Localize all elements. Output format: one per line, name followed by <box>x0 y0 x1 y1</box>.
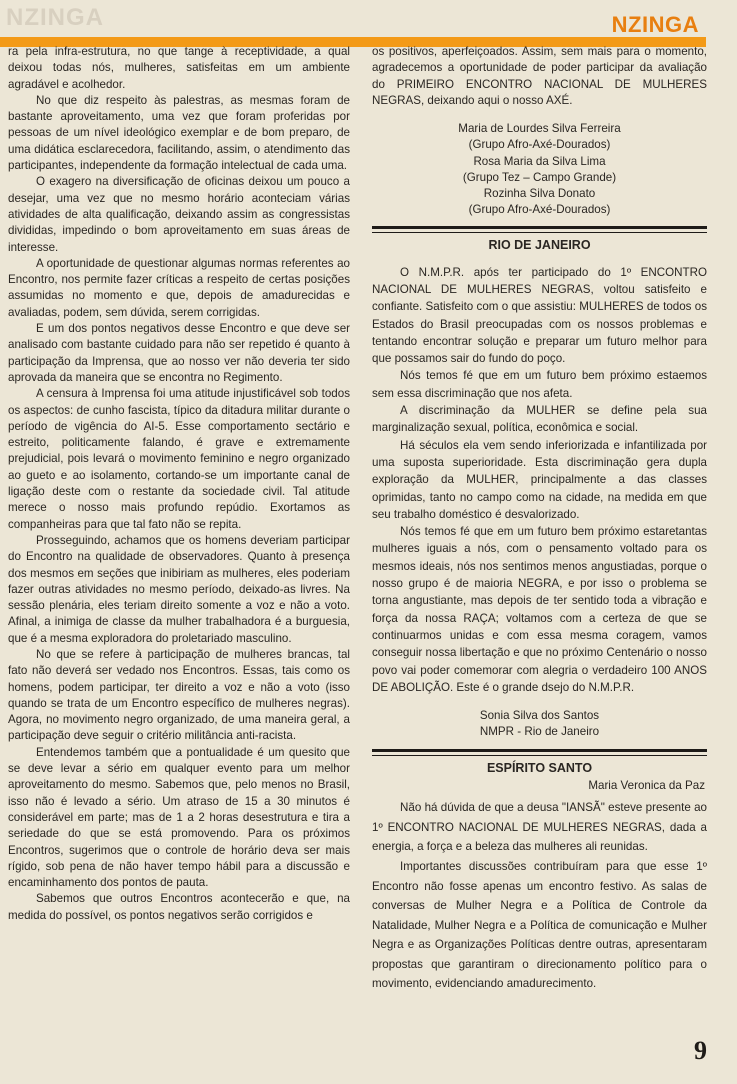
paragraph: A oportunidade de questionar algumas normas referentes ao Encontro, nos permite fazer críticas a respeito de certas posições assumidas no momento e que, depois de amadurecidas e avaliadas, podem, sem dúvida, serem corrigidas. <box>8 256 350 319</box>
paragraph: O exagero na diversificação de oficinas deixou um pouco a desejar, uma vez que no mesmo horário aconteciam várias atividades de alta qualificação, deixando assim as congressistas divididas, impedindo o bom aproveitamento em suas áreas de interesse. <box>8 175 350 254</box>
paragraph: A censura à Imprensa foi uma atitude injustificável sob todos os aspectos: de cunho fascista, típico da ditadura militar durante o período de vigência do AI-5. Esse comportamento sectário e estreito, politicamente falando, é grave e extremamente prejudicial, pois levará o movimento feminino e negro organizado ao gueto e ao isolamento, cortando-se um importante canal de ligação deste com o restante da sociedade civil. Tal atitude merece o nosso mais profundo repúdio. Exortamos as companheiras para que tal fato não se repita. <box>8 387 350 531</box>
paragraph: No que diz respeito às palestras, as mesmas foram de bastante aproveitamento, uma vez que foram proferidas por pessoas de um nível ideológico exemplar e de bom preparo, de uma didática esclarecedora, facilitando, assim, o atendimento das participantes, independente da formação intelectual de cada uma. <box>8 93 350 173</box>
paragraph: Sabemos que outros Encontros acontecerão e que, na medida do possível, os pontos negativos serão corrigidos e <box>8 892 350 922</box>
section-byline: Maria Veronica da Paz <box>588 778 705 792</box>
paragraph: Nós temos fé que em um futuro bem próximo estaemos sem essa discriminação que nos afeta. <box>372 369 707 400</box>
paragraph: Prosseguindo, achamos que os homens deveriam participar do Encontro na qualidade de observadores. Quanto à presença dos mesmos em seções que inibiriam as mulheres, eles poderiam fazer outras atividades no mesmo período, deixado-as livres. Na sessão plenária, eles teriam direito somente a voz e não a voto. Afinal, a inimiga de classe da mulher trabalhadora é a burguesia, que é a mesma exploradora do proletariado masculino. <box>8 533 350 645</box>
paragraph: ra pela infra-estrutura, no que tange à receptividade, a qual deixou todas nós, mulheres, satisfeitas em um ambiente agradável e acolhedor. <box>8 45 350 91</box>
signatory-group: (Grupo Afro-Axé-Dourados) <box>468 203 611 217</box>
paragraph: Nós temos fé que em um futuro bem próximo estaretantas mulheres iguais a nós, com o pensamento voltado para os mesmos ideais, nós nos sentimos menos angustiadas, porque o nosso grupo é de maioria NEGRA, e por isso o problema se torna angustiante, mas depois de ter sentido toda a vibração e força da nossa RAÇA; voltamos com a certeza de que se continuarmos unidas e com essa mesma coragem, vamos conseguir nossa libertação e que no próximo Centenário o nosso povo vai poder comemorar com alegria o verdadeiro 100 ANOS DE ABOLIÇÃO. Este é o grande dsejo do N.M.P.R. <box>372 525 707 694</box>
signatory-name: Rosa Maria da Silva Lima <box>473 154 606 168</box>
paragraph: os positivos, aperfeiçoados. Assim, sem mais para o momento, agradecemos a oportunidade de poder participar da avaliação do PRIMEIRO ENCONTRO NACIONAL DE MULHERES NEGRAS, deixando aqui o nosso AXÉ. <box>372 45 707 107</box>
paragraph: Há séculos ela vem sendo inferiorizada e infantilizada por uma suposta superioridade. Esta discriminação gera dupla exploração da MULHER, principalmente a das classes oprimidas, tanto no campo como na cidade, na medida em que seu trabalho doméstico é desvalorizado. <box>372 438 707 521</box>
signatory-group: (Grupo Tez – Campo Grande) <box>462 170 617 184</box>
signatory-group: (Grupo Afro-Axé-Dourados) <box>468 138 611 152</box>
rio-signature <box>372 708 707 740</box>
signature-name: Sonia Silva dos Santos <box>479 709 600 723</box>
paragraph: O N.M.P.R. após ter participado do 1º ENCONTRO NACIONAL DE MULHERES NEGRAS, voltou satisfeito e confiante. Satisfeito com o que assistiu: MULHERES de todos os Estados do Brasil preocupadas com os nossos problemas e tentando encontrar solução e preparar um futuro melhor para que possamos sair do fundo do poço. <box>372 265 707 366</box>
paragraph: No que se refere à participação de mulheres brancas, tal fato não deverá ser vedado nos Encontros. Essas, tais como os homens, podem participar, ter direito a voz e não a voto (isso quando se trata de um Encontro específico de mulheres negras). Agora, no movimento negro organizado, de uma maneira geral, a participação deve seguir o critério militância anti-racista. <box>8 647 350 743</box>
es-section <box>372 798 707 994</box>
paragraph: A discriminação da MULHER se define pela sua marginalização sexual, política, econômica e social. <box>372 404 707 435</box>
signature-org: NMPR - Rio de Janeiro <box>479 725 600 739</box>
paragraph: E um dos pontos negativos desse Encontro e que deve ser analisado com bastante cuidado para não ser repetido é quanto à participação da Imprensa, que ao nosso ver não deveria ter sido aprovada da maneira que se encontra no Regimento. <box>8 322 350 384</box>
signatories-block <box>372 121 707 218</box>
right-column <box>372 44 707 994</box>
section-title-es: ESPÍRITO SANTO <box>486 760 593 775</box>
section-divider <box>372 749 707 756</box>
left-column <box>8 44 350 924</box>
paragraph: Entendemos também que a pontualidade é um quesito que se deve levar a sério em qualquer evento para um melhor aproveitamento do mesmo. Sabemos que, pelo menos no Brasil, isso não é levado a sério. Um atraso de 15 a 30 minutos é considerável em parte; mas de 1 a 2 horas desestrutura e tira a seriedade do que se está promovendo. Para os próximos Encontros, sugerimos que o controle de horário deva ser mais rígido, sob pena de não haver tempo hábil para a discussão e encaminhamento dos pontos de pauta. <box>8 745 350 890</box>
section-divider <box>372 226 707 233</box>
section-title-rio: RIO DE JANEIRO <box>488 238 591 253</box>
magazine-title: NZINGA <box>611 12 699 37</box>
paragraph: Importantes discussões contribuíram para que esse 1º Encontro não fosse apenas um encontro festivo. As salas de conversas de Mulher Negra e a Política de Controle da Natalidade, Mulher Negra e a Política de comunicação e Mulher Negra e as Organizações Políticas dentre outras, apresentaram propostas que garantiram o direcionamento político para o movimento, evidenciando amadurecimento. <box>372 859 707 991</box>
bleed-through-title: NZINGA <box>6 4 104 31</box>
signatory-name: Maria de Lourdes Silva Ferreira <box>458 122 621 136</box>
signatory-name: Rozinha Silva Donato <box>483 187 596 200</box>
rio-section <box>372 264 707 696</box>
paragraph: Não há dúvida de que a deusa "IANSÃ" esteve presente ao 1º ENCONTRO NACIONAL DE MULHERES NEGRAS, dada a energia, a força e a beleza das mulheres ali reunidas. <box>372 801 707 854</box>
page-number: 9 <box>694 1036 707 1065</box>
